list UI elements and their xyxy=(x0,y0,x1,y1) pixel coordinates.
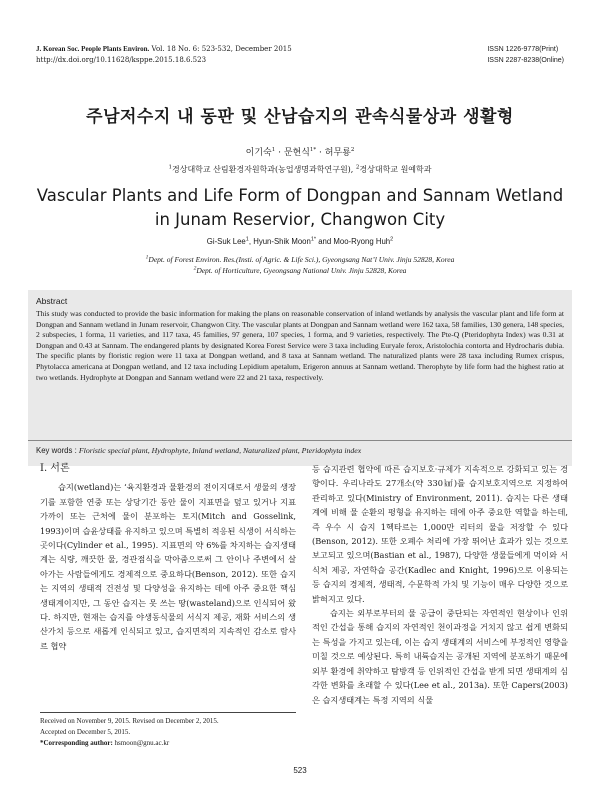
accepted-date: Accepted on December 5, 2015. xyxy=(40,728,131,736)
author-sup: 2 xyxy=(350,147,355,153)
keywords-row xyxy=(28,440,572,460)
author-name: 문현식 xyxy=(283,148,310,158)
english-authors xyxy=(0,237,600,246)
english-title xyxy=(0,184,600,232)
received-date: Received on November 9, 2015. Revised on December 2, 2015. xyxy=(40,717,219,725)
author-sup: 1 xyxy=(245,236,249,243)
journal-header xyxy=(36,44,292,66)
left-column xyxy=(40,462,296,653)
journal-name: J. Korean Soc. People Plants Environ. xyxy=(36,45,150,53)
author-separator: · xyxy=(275,148,284,158)
english-title-line1: Vascular Plants and Life Form of Dongpan and Sannam Wetland xyxy=(36,186,564,205)
author-separator: · xyxy=(316,148,325,158)
journal-volume: Vol. 18 No. 6: 523-532, December 2015 xyxy=(151,45,292,53)
affil-text: 경상대학교 산림환경자원학과(농업생명과학연구원), xyxy=(172,165,356,174)
affil-sup: 2 xyxy=(355,164,360,171)
author-name: Gi-Suk Lee xyxy=(206,237,246,246)
abstract-heading: Abstract xyxy=(36,296,68,306)
author-name: 허무룡 xyxy=(324,148,351,158)
korean-affiliations xyxy=(0,164,600,175)
doi-link[interactable]: http://dx.doi.org/10.11628/ksppe.2015.18.6.523 xyxy=(36,56,207,64)
issn-print: ISSN 1226-9778(Print) xyxy=(487,46,559,53)
body-paragraph: 습지는 외부로부터의 물 공급이 중단되는 자연적인 현상이나 인위적인 간섭을 통해 습지의 자연적인 천이과정을 거치지 않고 쉽게 변화되는 특성을 가지고 있는데, 이는 습지 생태계의 서비스에 부정적인 영향을 미칠 것으로 예상된다. 특히 내륙습지는 공개된 지역에 분포하기 때문에 외부 환경에 취약하고 탐방객 등 인위적인 간섭을 받게 되면 생태계의 심각한 변화를 초래할 수 있다(Lee et al., 2013a). 또한 Capers(2003)은 습지생태계는 특정 지역의 식물 xyxy=(312,608,568,705)
korean-title: 주남저수지 내 동판 및 산남습지의 관속식물상과 생활형 xyxy=(86,107,514,127)
issn-online: ISSN 2287-8238(Online) xyxy=(487,57,564,64)
author-sup: 2 xyxy=(390,236,394,243)
affil-text: Dept. of Forest Environ. Res.(Insti. of Agric. & Life Sci.), Gyeongsang Nat’l Univ. Jinju 52828, Korea xyxy=(148,255,455,264)
right-column xyxy=(312,462,568,707)
author-name: Hyun-Shik Moon xyxy=(253,237,311,246)
author-separator: and xyxy=(316,237,334,246)
author-name: Moo-Ryong Huh xyxy=(333,237,391,246)
section-heading: Ⅰ. 서론 xyxy=(40,463,70,474)
english-title-line2: in Junam Reservior, Changwon City xyxy=(154,210,446,229)
author-name: 이기숙 xyxy=(245,148,272,158)
affil-sup: 1 xyxy=(145,254,149,261)
keywords-label: Key words : xyxy=(36,446,77,455)
author-sup: 1 xyxy=(271,147,276,153)
affil-sup: 2 xyxy=(193,265,197,272)
affil-text: 경상대학교 원예학과 xyxy=(359,165,432,174)
corresponding-email[interactable]: hsmoon@gnu.ac.kr xyxy=(112,739,170,747)
author-sup: 1* xyxy=(309,147,317,153)
author-sup: 1* xyxy=(310,236,317,243)
issn-block xyxy=(487,44,564,66)
english-affiliations xyxy=(0,254,600,276)
abstract-text: This study was conducted to provide the basic information for making the plans on reasonable conservation of inland wetlands by analysis the vascular plant and life form at Dongpan and Sannam wetland in Junam reservoir, Changwon City. The vascular plants at Dongpan and Sannam wetland were 162 taxa, 58 families, 130 genera, 148 species, 2 subspecies, 1 forma, 11 varieties, and 117 taxa, 45 families, 97 genera, 107 species, 1 forma, and 9 varieties, respectively. The Pte-Q (Pteridophyta Index) was 0.31 at Dongpan and 0.43 at Sannam. The endangered plants by designated Korea Forest Service were 3 taxa including Euryale ferox, Aristolochia contorta and Hydrocharis dubia. The specific plants by floristic region were 11 taxa at Dongpan wetland, and 8 taxa at Sannam wetland. The naturalized plants were 28 taxa including Rumex crispus, Phytolacca americana at Dongpan wetland, and 12 taxa including Lepidium apetalum, Erigeron annuus at Sannam wetland. Therophyte by life form had the highest ratio at two wetlands. Hydrophyte at Dongpan and Sannam wetland were 22 and 21 taxa, respectively. xyxy=(36,309,564,382)
footnote xyxy=(40,712,296,749)
korean-authors xyxy=(0,145,600,158)
corresponding-label: *Corresponding author: xyxy=(40,739,113,747)
body-paragraph: 등 습지관련 협약에 따른 습지보호·규제가 지속적으로 강화되고 있는 경향이다. 우리나라도 27개소(약 330㎢)를 습지보호지역으로 지정하여 관리하고 있다(Ministry of Environment, 2011). 습지는 다른 생태계에 비해 물 순환의 평형을 유지하는 데에 아주 중요한 역할을 하는데, 즉 우수 시 습지 1헥타르는 1,000만 리터의 물을 저장할 수 있다(Benson, 2012). 또한 오폐수 처리에 가장 뛰어난 효과가 있는 것으로 보고되고 있으며(Bastian et al., 1987), 다양한 생물들에게 먹이와 서식처 제공, 자연학습 공간(Kadlec and Knight, 1996)으로 이용되는 등 습지의 경제적, 생태적, 수문학적 가치 및 기능이 매우 다양한 것으로 밝혀지고 있다. xyxy=(312,464,568,604)
body-paragraph: 습지(wetland)는 ‘육지환경과 물환경의 전이지대로서 생물의 생장기를 포함한 연중 또는 상당기간 동안 물이 지표면을 덮고 있거나 지표 가까이 또는 근처에 물이 분포하는 토지(Mitch and Gosselink, 1993)이며 습윤상태를 유지하고 있으며 특별히 적응된 식생이 서식하는 곳이다(Cylinder et al., 1995). 지표면의 약 6%를 차지하는 습지생태계는 식량, 깨끗한 물, 경관점식을 막아줌으로써 그 안이나 주변에서 살아가는 사람들에게도 경제적으로 중요하다(Benson, 2012). 또한 습지는 지역의 생태적 건전성 및 다양성을 유지하는 데에 아주 중요한 핵심 생태계이지만, 그 동안 습지는 못 쓰는 땅(wasteland)으로 인식되어 왔다. 하지만, 현재는 습지를 야생동식물의 서식지 제공, 재화 서비스의 생산가치 등으로 새롭게 인식되고 있고, 습지면적의 지속적인 감소로 람사르 협약 xyxy=(40,482,296,651)
affil-sup: 1 xyxy=(168,164,172,171)
page-number: 523 xyxy=(293,766,307,775)
keywords-text: Floristic special plant, Hydrophyte, Inland wetland, Naturalized plant, Pteridophyta index xyxy=(78,446,362,455)
author-separator: , xyxy=(248,237,254,246)
affil-text: Dept. of Horticulture, Gyeongsang National Univ. Jinju 52828, Korea xyxy=(196,266,407,275)
abstract-box xyxy=(28,290,572,466)
